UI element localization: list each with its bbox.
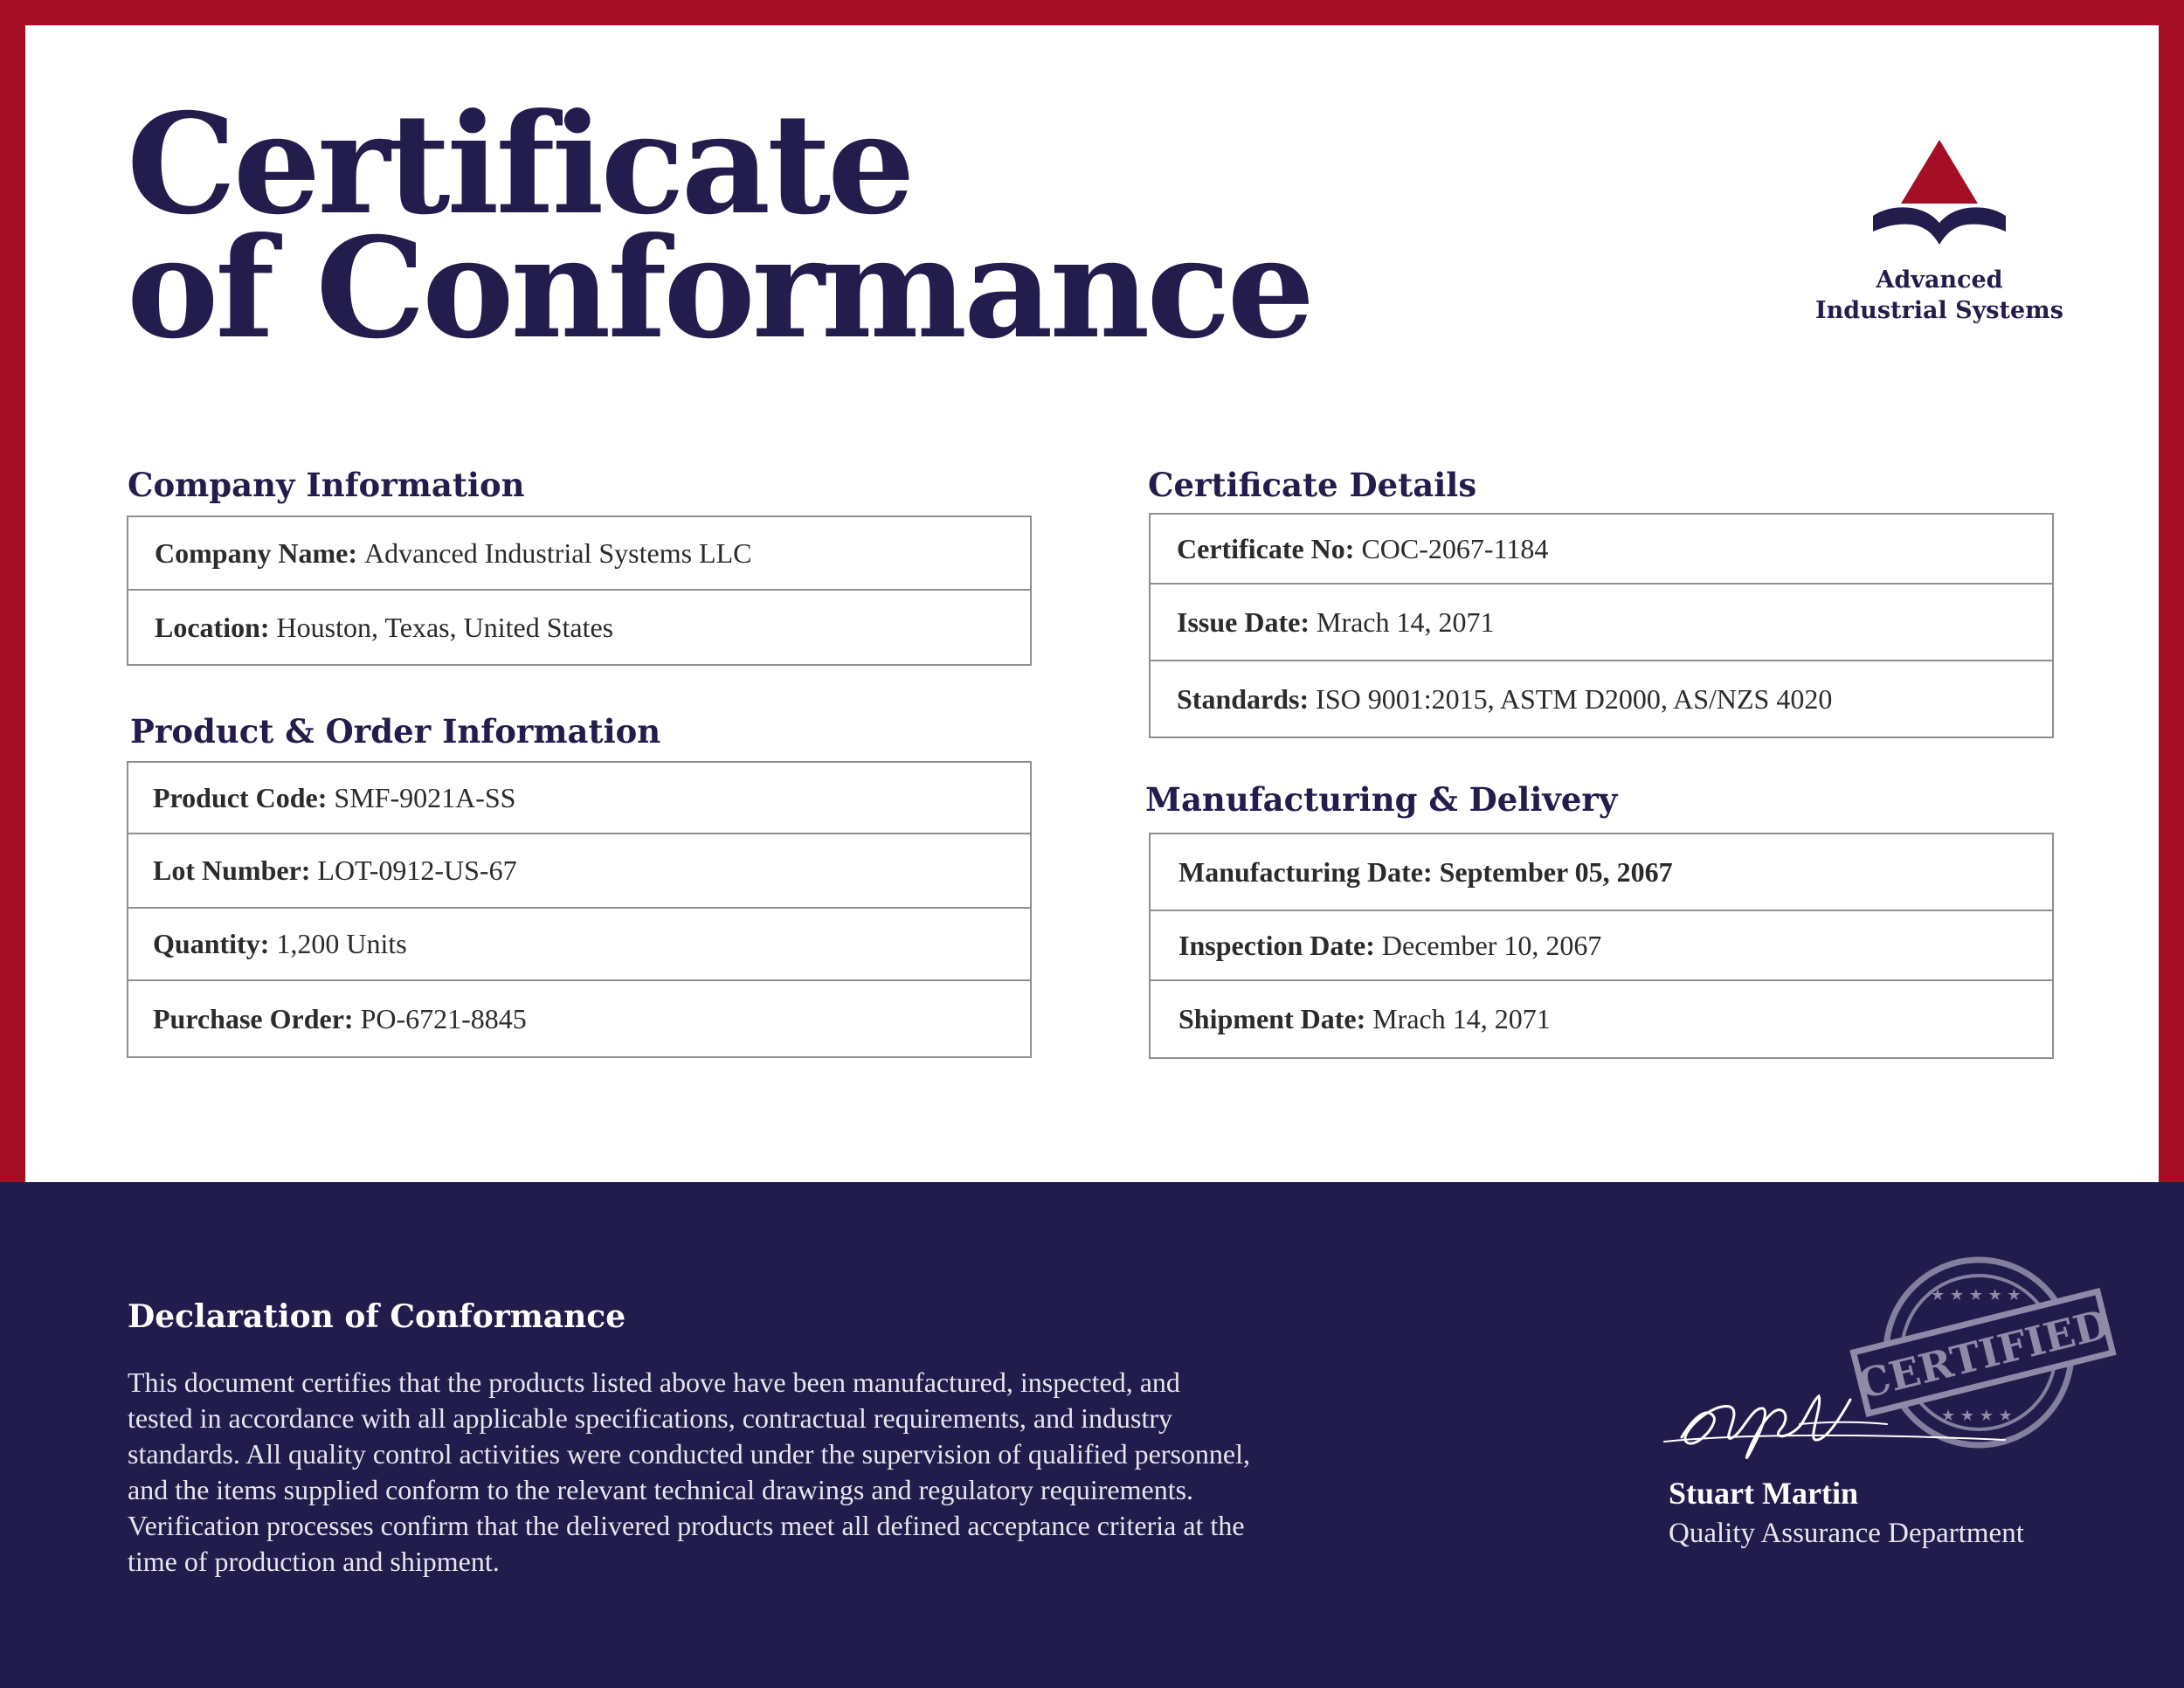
row-value: Houston, Texas, United States	[276, 611, 614, 643]
handwritten-signature	[1660, 1354, 2009, 1468]
table-row	[128, 981, 1030, 1056]
declaration-heading: Declaration of Conformance	[128, 1298, 626, 1335]
svg-text:★ ★ ★ ★: ★ ★ ★ ★	[1941, 1407, 2013, 1425]
row-label: Location:	[155, 611, 270, 643]
row-value: LOT-0912-US-67	[317, 854, 517, 886]
row-value: December 10, 2067	[1381, 929, 1602, 961]
row-value: ISO 9001:2015, ASTM D2000, AS/NZS 4020	[1316, 682, 1833, 715]
declaration-line: tested in accordance with all applicable specifications, contractual requirements, and industry	[128, 1402, 1172, 1434]
svg-text:★ ★ ★ ★ ★: ★ ★ ★ ★ ★	[1931, 1286, 2022, 1304]
row-label: Lot Number:	[153, 854, 311, 886]
row-label: Issue Date:	[1177, 605, 1310, 638]
table-row	[1151, 981, 2052, 1057]
row-label: Standards:	[1177, 682, 1310, 715]
table-row	[128, 763, 1030, 834]
stamp-text: CERTIFIED	[1853, 1300, 2114, 1408]
certificate-title	[127, 84, 1312, 370]
declaration-line: standards. All quality control activities were conducted under the supervision of qualified personnel,	[128, 1438, 1250, 1470]
declaration-line: This document certifies that the products listed above have been manufactured, inspected, and	[128, 1366, 1180, 1398]
declaration-line: Verification processes confirm that the delivered products meet all defined acceptance criteria at the	[128, 1510, 1245, 1541]
table-row	[128, 909, 1030, 981]
table-row	[128, 517, 1030, 591]
manufacturing-delivery-heading: Manufacturing & Delivery	[1145, 780, 1618, 819]
row-label: Shipment Date:	[1178, 1003, 1366, 1034]
row-value: 1,200 Units	[276, 928, 407, 959]
logo-line-2: Industrial Systems	[1815, 297, 2063, 324]
declaration-line: and the items supplied conform to the relevant technical drawings and regulatory requirements.	[128, 1474, 1194, 1505]
logo-line-1: Advanced	[1876, 266, 2003, 294]
row-value: PO-6721-8845	[360, 1002, 527, 1034]
declaration-text	[128, 1365, 1368, 1580]
table-row	[1151, 911, 2052, 981]
row-label: Purchase Order:	[153, 1002, 354, 1034]
row-label: Inspection Date:	[1178, 929, 1375, 961]
row-value: COC-2067-1184	[1361, 532, 1549, 564]
manufacturing-delivery-table	[1149, 833, 2054, 1059]
row-value: Mrach 14, 2071	[1316, 605, 1495, 638]
signer-name: Stuart Martin	[1669, 1476, 1858, 1511]
company-logo	[1808, 135, 2070, 326]
table-row	[1151, 585, 2052, 661]
signer-department: Quality Assurance Department	[1669, 1518, 2024, 1549]
row-label: Certificate No:	[1177, 532, 1355, 564]
row-label: Manufacturing Date:	[1178, 855, 1433, 888]
declaration-line: time of production and shipment.	[128, 1546, 500, 1577]
row-value: SMF-9021A-SS	[334, 781, 516, 813]
table-row	[128, 834, 1030, 909]
row-value: Mrach 14, 2071	[1372, 1003, 1551, 1034]
triangle-book-logo-icon	[1870, 135, 2009, 258]
row-value: Advanced Industrial Systems LLC	[363, 536, 752, 569]
certificate-details-table	[1149, 513, 2054, 738]
title-line-2: of Conformance	[127, 208, 1312, 370]
table-row	[1151, 515, 2052, 585]
product-order-heading: Product & Order Information	[130, 712, 661, 751]
certificate-details-heading: Certificate Details	[1148, 466, 1477, 504]
table-row	[1151, 834, 2052, 911]
row-label: Product Code:	[153, 781, 328, 813]
table-row	[1151, 661, 2052, 737]
title-line-1: Certificate	[127, 84, 912, 246]
row-label: Quantity:	[153, 928, 270, 959]
company-info-heading: Company Information	[128, 466, 525, 504]
row-label: Company Name:	[155, 536, 357, 569]
product-order-table	[127, 761, 1032, 1058]
table-row	[128, 591, 1030, 664]
row-value: September 05, 2067	[1439, 855, 1673, 888]
company-info-table	[127, 515, 1032, 666]
